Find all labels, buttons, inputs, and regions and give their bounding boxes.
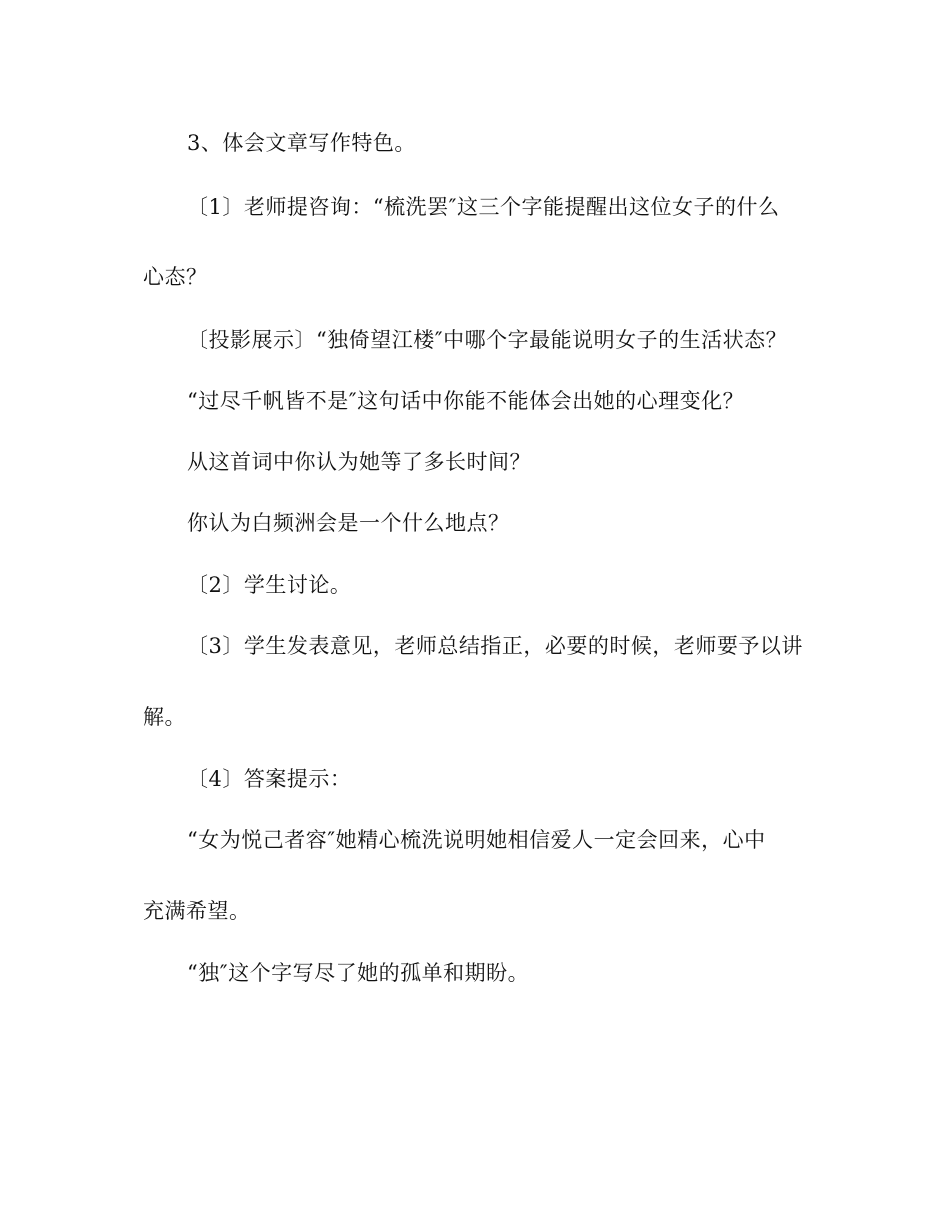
- step-3-line-1: 〔3〕学生发表意见，老师总结指正，必要的时候，老师要予以讲: [187, 634, 803, 658]
- answer-2: “独″这个字写尽了她的孤单和期盼。: [187, 961, 530, 985]
- step-3-line-2: 解。: [143, 705, 186, 729]
- answer-1-line-1: “女为悦己者容″她精心梳洗说明她相信爱人一定会回来，心中: [187, 828, 766, 852]
- section-heading: 3、体会文章写作特色。: [187, 131, 416, 155]
- answer-1-line-2: 充满希望。: [143, 899, 251, 923]
- question-sails: “过尽千帆皆不是″这句话中你能不能体会出她的心理变化？: [187, 389, 745, 413]
- step-2-discussion: 〔2〕学生讨论。: [187, 573, 352, 597]
- question-1-line-2: 心态？: [143, 265, 208, 289]
- step-4-answer-hint: 〔4〕答案提示：: [187, 767, 352, 791]
- projection-question: 〔投影展示〕“独倚望江楼″中哪个字最能说明女子的生活状态？: [187, 328, 788, 352]
- question-duration: 从这首词中你认为她等了多长时间？: [187, 450, 531, 474]
- question-place: 你认为白频洲会是一个什么地点？: [187, 511, 510, 535]
- question-1-line-1: 〔1〕老师提咨询：“梳洗罢″这三个字能提醒出这位女子的什么: [187, 195, 780, 219]
